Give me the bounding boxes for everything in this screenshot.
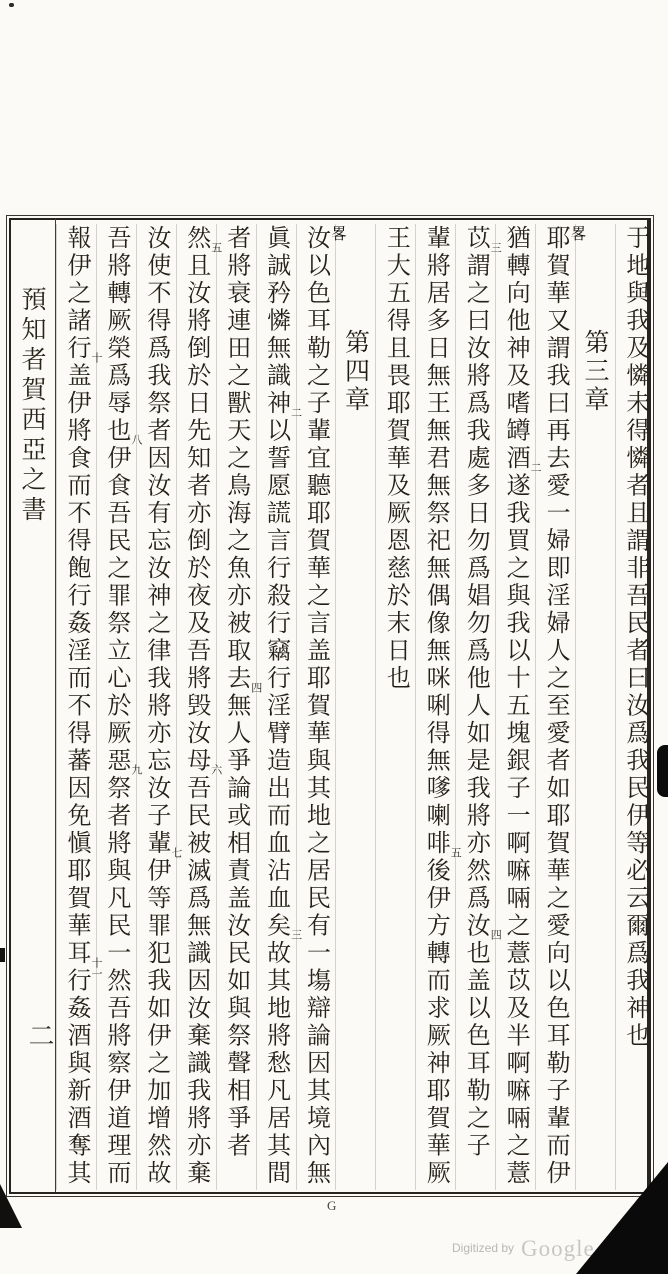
- text-column: [142, 225, 182, 1189]
- column-text: 眞誠矜憐無識神以誓愿謊言行殺行竊行淫臂造出而血沾血矣故其地將愁凡居其間: [262, 225, 289, 1188]
- verse-number-marker: 五: [449, 846, 462, 858]
- column-text: 耶賀華又謂我曰再去愛一婦即淫婦人之至愛者如耶賀華之愛向以色耳勒子輩而伊: [542, 225, 569, 1188]
- book-title-vertical: 預知者賀西亞之書: [18, 286, 45, 526]
- section-mark: 畧: [328, 225, 346, 241]
- text-columns: [62, 225, 648, 1189]
- verse-number-marker: 六: [209, 764, 222, 775]
- google-watermark: [452, 1236, 595, 1262]
- verse-number-marker: 九: [129, 764, 142, 775]
- verse-number-marker: 四: [489, 929, 502, 940]
- verse-number-marker: 三: [289, 929, 302, 940]
- section-mark: 畧: [568, 225, 586, 241]
- text-column: [262, 225, 302, 1189]
- text-column: [421, 225, 462, 1189]
- column-text: 者將衰連田之獸天之鳥海之魚亦被取去無人爭論或相責盖汝民如與祭聲相爭者: [222, 225, 249, 1160]
- verse-number-marker: 三: [489, 241, 502, 253]
- column-text: 王大五得且畏耶賀華及厥恩慈於末日也: [382, 225, 409, 693]
- column-text: 第三章: [580, 329, 608, 415]
- verse-number-marker: 十: [90, 351, 102, 363]
- verse-number-marker: 五: [209, 241, 222, 253]
- text-column: [222, 225, 262, 1189]
- verse-number-marker: 二: [529, 461, 542, 473]
- column-text: 于地與我及憐未得憐者且謂非吾民者曰汝爲我民伊等必云爾爲我神也: [621, 225, 648, 1050]
- scan-artifact-left-edge: [0, 948, 5, 962]
- chapter-heading-column: [341, 225, 368, 1189]
- page-number: 二: [25, 1022, 54, 1048]
- column-text: 汝使不得爲我祭者因汝有忘汝神之律我將亦忘汝子輩伊等罪犯我如伊之加增然故: [142, 225, 169, 1188]
- scan-speck: [9, 3, 14, 7]
- printers-signature-mark: G: [327, 1198, 337, 1213]
- text-column: [182, 225, 222, 1189]
- google-logo-text: Google: [521, 1236, 595, 1261]
- verse-number-marker: 八: [129, 434, 142, 445]
- text-column: [621, 225, 648, 1189]
- verse-number-marker: 七: [169, 846, 182, 858]
- text-column: [381, 225, 408, 1189]
- text-column: [302, 225, 346, 1189]
- column-text: 苡謂之曰汝將爲我處多日勿爲娼勿爲他人如是我將亦然爲汝也盖以色耳勒之子: [462, 225, 489, 1160]
- verse-number-marker: 二: [289, 406, 302, 418]
- column-text: 汝以色耳勒之子輩宜聽耶賀華之言盖耶賀華與其地之居民有一塲辯論因其境內無: [302, 225, 329, 1188]
- verse-number-marker: 十一: [90, 956, 102, 979]
- text-column: [62, 225, 102, 1189]
- column-text: 然且汝將倒於日先知者亦倒於夜及吾將毁汝母吾民被滅爲無識因汝棄識我將亦棄: [182, 225, 209, 1188]
- verse-number-marker: 四: [249, 681, 262, 693]
- text-column: [461, 225, 502, 1189]
- column-text: 吾將轉厥榮爲辱也伊食吾民之罪祭立心於厥惡祭者將與凡民一然吾將察伊道理而: [102, 225, 129, 1188]
- text-column: [541, 225, 586, 1189]
- column-text: 報伊之諸行盖伊將食而不得飽行姦淫而不得蕃因免愼耶賀華耳行姦酒與新酒奪其: [63, 225, 89, 1188]
- column-text: 輩將居多日無王無君無祭祀無偶像無咪唎得無嗲喇啡後伊方轉而求厥神耶賀華厥: [422, 225, 449, 1188]
- text-column: [501, 225, 542, 1189]
- column-text: 猶轉向他神及嗜罇酒遂我買之與我以十五塊銀子一啊嘛啢之薏苡及半啊嘛啢之薏: [502, 225, 529, 1188]
- column-text: 第四章: [341, 329, 369, 415]
- digitized-by-label: Digitized by: [452, 1241, 515, 1255]
- chapter-heading-column: [581, 225, 608, 1189]
- text-column: [102, 225, 142, 1189]
- scan-artifact-right-edge: [657, 745, 668, 797]
